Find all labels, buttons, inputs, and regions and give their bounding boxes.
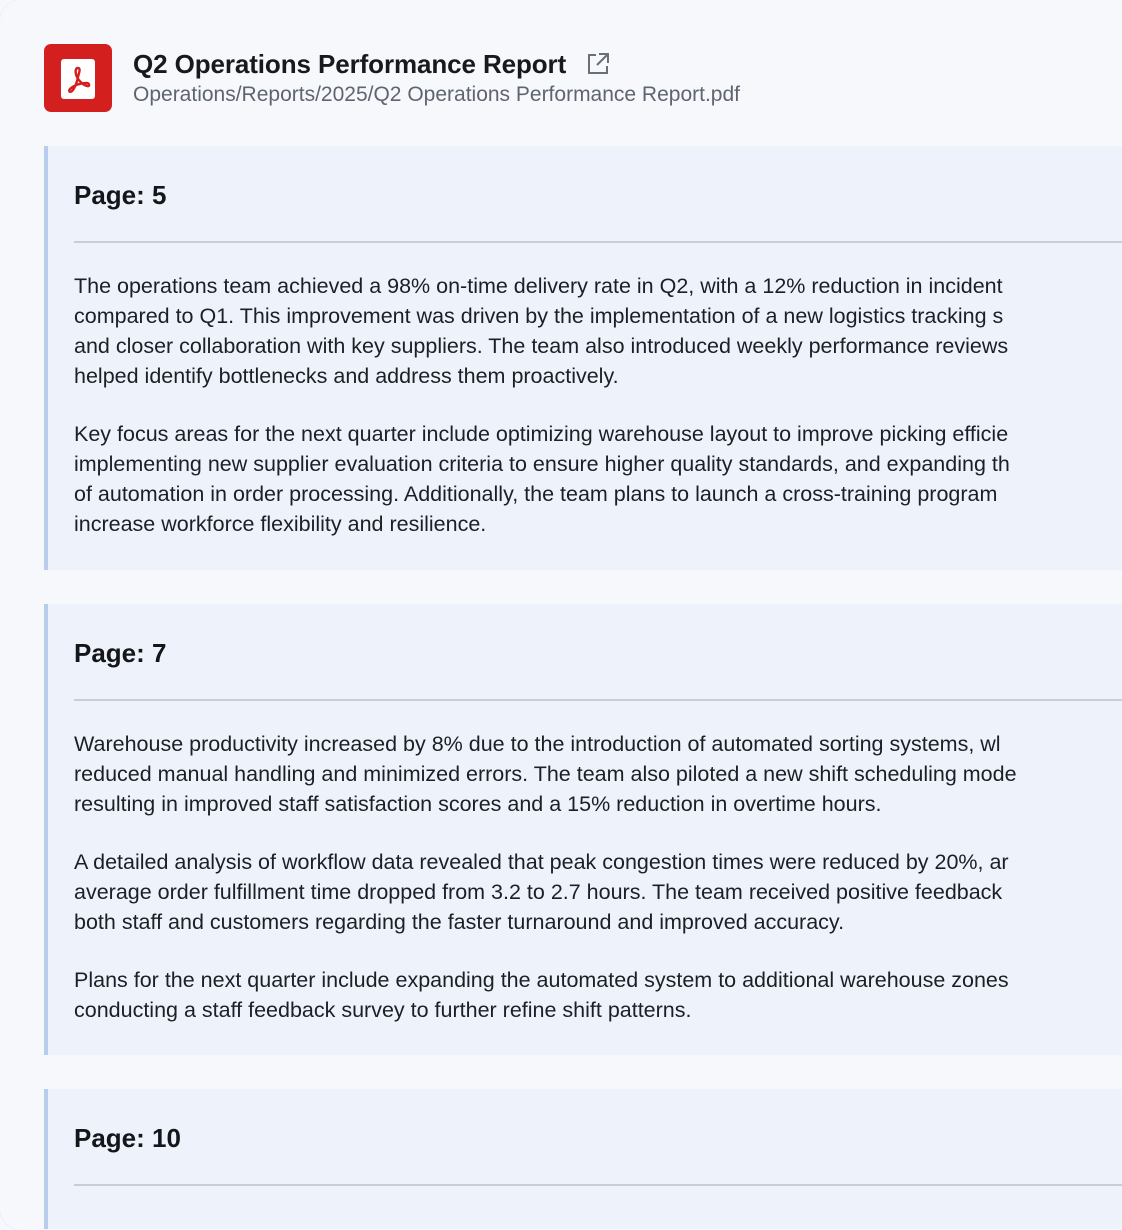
text-line: implementing new supplier evaluation criteria to ensure higher quality standards, and expanding th: [74, 452, 1010, 476]
page-section: [44, 604, 1122, 1055]
pdf-file-icon: [44, 44, 112, 112]
page-section: [44, 1089, 1122, 1229]
paragraph: [74, 965, 1122, 1025]
section-divider: [74, 241, 1122, 243]
text-line: average order fulfillment time dropped from 3.2 to 2.7 hours. The team received positive feedback: [74, 880, 1003, 904]
page-section: [44, 146, 1122, 570]
document-header: [44, 44, 1122, 114]
document-title[interactable]: Q2 Operations Performance Report: [133, 48, 567, 79]
text-line: increase workforce flexibility and resilience.: [74, 512, 487, 536]
text-line: resulting in improved staff satisfaction scores and a 15% reduction in overtime hours.: [74, 792, 882, 816]
text-line: reduced manual handling and minimized errors. The team also piloted a new shift scheduling mode: [74, 762, 1017, 786]
title-row: [133, 47, 612, 81]
page-label: Page: 5: [74, 180, 167, 210]
text-line: of automation in order processing. Additionally, the team plans to launch a cross-training program: [74, 482, 998, 506]
section-body: [74, 271, 1122, 539]
paragraph: [74, 729, 1122, 819]
page-label: Page: 10: [74, 1123, 181, 1153]
text-line: Key focus areas for the next quarter include optimizing warehouse layout to improve picking efficie: [74, 422, 1009, 446]
text-line: Plans for the next quarter include expanding the automated system to additional warehouse zones: [74, 968, 1009, 992]
paragraph: [74, 419, 1122, 539]
text-line: conducting a staff feedback survey to further refine shift patterns.: [74, 998, 692, 1022]
text-line: helped identify bottlenecks and address them proactively.: [74, 364, 619, 388]
section-divider: [74, 699, 1122, 701]
text-line: both staff and customers regarding the faster turnaround and improved accuracy.: [74, 910, 845, 934]
text-line: compared to Q1. This improvement was driven by the implementation of a new logistics tracking s: [74, 304, 1004, 328]
text-line: and closer collaboration with key suppliers. The team also introduced weekly performance reviews: [74, 334, 1009, 358]
text-line: The operations team achieved a 98% on-time delivery rate in Q2, with a 12% reduction in incident: [74, 274, 1003, 298]
section-body: [74, 729, 1122, 1025]
text-line: Warehouse productivity increased by 8% due to the introduction of automated sorting systems, wl: [74, 732, 1001, 756]
page-label: Page: 7: [74, 638, 167, 668]
paragraph: [74, 271, 1122, 391]
text-line: A detailed analysis of workflow data revealed that peak congestion times were reduced by 20%, ar: [74, 850, 1009, 874]
paragraph: [74, 847, 1122, 937]
external-link-icon[interactable]: [584, 50, 612, 78]
document-path: Operations/Reports/2025/Q2 Operations Performance Report.pdf: [133, 83, 740, 106]
